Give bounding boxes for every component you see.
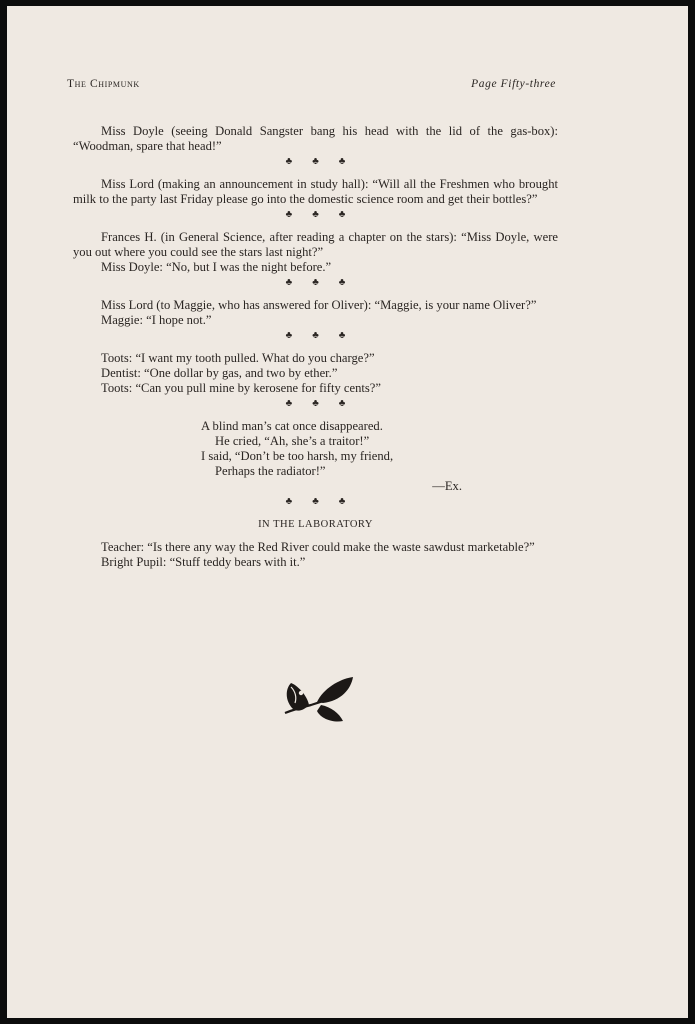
verse-line-4: Perhaps the radiator!”	[215, 464, 326, 478]
joke-doyle: Miss Doyle (seeing Donald Sangster bang his head with the lid of the gas-box): “Woodman, spare that head!”	[73, 124, 558, 153]
joke-frances-reply: Miss Doyle: “No, but I was the night before.”	[101, 260, 332, 274]
leaf-sprig-icon	[281, 671, 357, 725]
verse	[201, 419, 558, 479]
separator	[73, 156, 558, 168]
joke-dentist: Dentist: “One dollar by gas, and two by ether.”	[101, 366, 338, 380]
separator	[73, 398, 558, 410]
separator	[73, 209, 558, 221]
club-ornament-icon: ♣	[312, 209, 319, 220]
club-ornament-icon: ♣	[338, 496, 346, 507]
separator	[73, 330, 558, 342]
joke-bright-pupil: Bright Pupil: “Stuff teddy bears with it.”	[101, 555, 306, 569]
club-ornament-icon: ♣	[285, 330, 293, 341]
running-header	[67, 78, 556, 90]
club-ornament-icon: ♣	[312, 330, 319, 341]
joke-lord-announcement: Miss Lord (making an announcement in study hall): “Will all the Freshmen who brought milk to the party last Friday please go into the domestic science room and get their bottles?”	[73, 177, 558, 206]
club-ornament-icon: ♣	[338, 156, 346, 167]
club-ornament-icon: ♣	[285, 398, 293, 409]
joke-toots-2: Toots: “Can you pull mine by kerosene for fifty cents?”	[101, 381, 381, 395]
club-ornament-icon: ♣	[312, 398, 319, 409]
club-ornament-icon: ♣	[338, 330, 346, 341]
section-heading: IN THE LABORATORY	[258, 519, 373, 530]
joke-maggie: Miss Lord (to Maggie, who has answered for Oliver): “Maggie, is your name Oliver?”	[101, 298, 537, 312]
club-ornament-icon: ♣	[285, 496, 293, 507]
club-ornament-icon: ♣	[312, 496, 319, 507]
separator	[73, 277, 558, 289]
joke-toots-1: Toots: “I want my tooth pulled. What do you charge?”	[101, 351, 375, 365]
club-ornament-icon: ♣	[338, 277, 346, 288]
club-ornament-icon: ♣	[312, 277, 319, 288]
separator	[73, 496, 558, 508]
verse-line-3: I said, “Don’t be too harsh, my friend,	[201, 449, 394, 463]
publication-title: The Chipmunk	[67, 78, 140, 90]
joke-frances: Frances H. (in General Science, after reading a chapter on the stars): “Miss Doyle, were you out where you could see the stars last night?”	[73, 230, 558, 259]
club-ornament-icon: ♣	[285, 156, 293, 167]
verse-line-2: He cried, “Ah, she’s a traitor!”	[215, 434, 370, 448]
verse-line-1: A blind man’s cat once disappeared.	[201, 419, 383, 433]
verse-credit: —Ex.	[432, 479, 462, 493]
club-ornament-icon: ♣	[338, 398, 346, 409]
joke-maggie-reply: Maggie: “I hope not.”	[101, 313, 212, 327]
club-ornament-icon: ♣	[285, 209, 293, 220]
joke-teacher: Teacher: “Is there any way the Red River could make the waste sawdust marketable?”	[101, 540, 535, 554]
page-content	[73, 124, 558, 570]
club-ornament-icon: ♣	[285, 277, 293, 288]
page	[7, 6, 688, 1018]
page-number: Page Fifty-three	[471, 78, 556, 90]
club-ornament-icon: ♣	[338, 209, 346, 220]
club-ornament-icon: ♣	[312, 156, 319, 167]
